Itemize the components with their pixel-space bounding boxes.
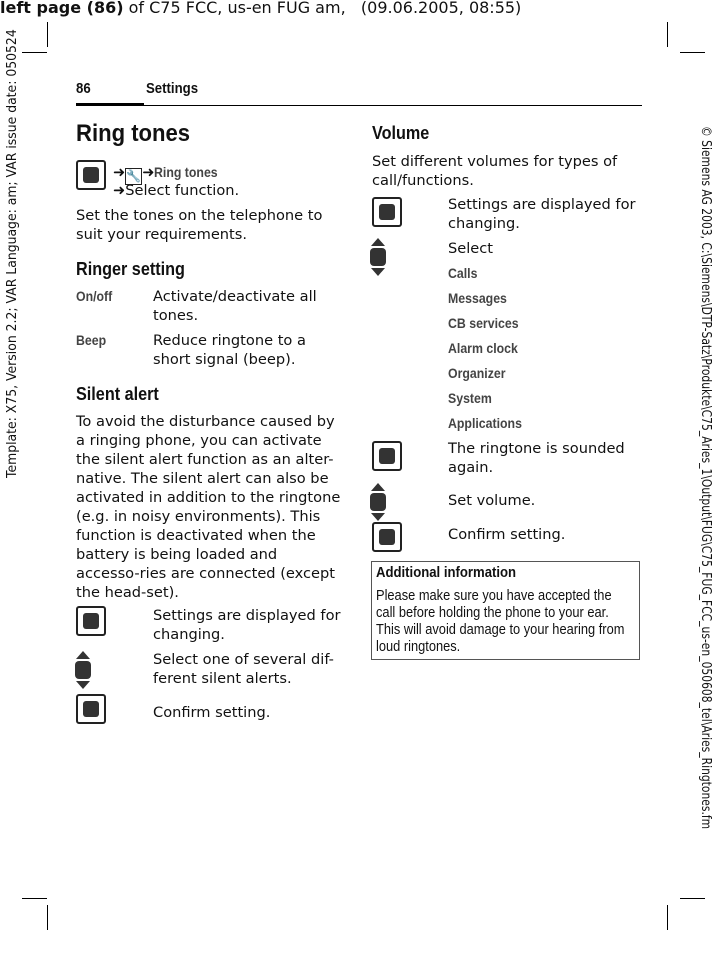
volume-step-3: Set volume. — [448, 492, 536, 509]
desc-beep: Reduce ringtone to a short signal (beep). — [153, 332, 306, 368]
volume-item: Messages — [448, 290, 507, 306]
crop-mark — [22, 52, 47, 53]
crop-mark — [47, 905, 48, 930]
section-title: Settings — [146, 80, 199, 97]
nav-key-icon — [75, 651, 91, 689]
print-header-page: left page (86) — [0, 0, 124, 17]
center-key-icon — [372, 522, 402, 552]
nav-key-icon — [370, 483, 386, 521]
volume-step-1: Settings are displayed for changing. — [448, 196, 636, 232]
arrow-icon: ➜ — [142, 164, 155, 181]
center-key-icon — [372, 441, 402, 471]
arrow-icon: ➜ — [113, 182, 126, 199]
term-on-off: On/off — [76, 288, 113, 304]
crop-mark — [667, 905, 668, 930]
silent-step-1: Settings are displayed for changing. — [153, 607, 341, 643]
volume-item: Applications — [448, 415, 522, 431]
menu-path-select — [113, 181, 239, 200]
volume-item: CB services — [448, 315, 519, 331]
menu-path-item: Ring tones — [154, 164, 219, 180]
silent-heading: Silent alert — [76, 384, 159, 404]
page-number: 86 — [76, 80, 91, 97]
crop-mark — [47, 22, 48, 47]
menu-path-select-text: Select function. — [125, 182, 240, 199]
file-path-info: © Siemens AG 2003, C:\Siemens\DTP-Satz\Produkte\C75_Aries_1\Output\FUG\C75_FUG_FCC_us-en_050608_tel\Aries_Ringtones.fm — [698, 126, 714, 830]
center-key-icon — [76, 160, 106, 190]
nav-key-icon — [370, 238, 386, 276]
desc-on-off: Activate/deactivate all tones. — [153, 288, 317, 324]
volume-intro: Set different volumes for types of call/functions. — [372, 153, 618, 189]
crop-mark — [22, 898, 47, 899]
volume-heading: Volume — [372, 123, 430, 143]
additional-info-box — [371, 561, 640, 660]
header-rule — [144, 105, 642, 106]
ringer-heading: Ringer setting — [76, 259, 185, 279]
print-header-doc: of C75 FCC, us-en FUG am, — [123, 0, 346, 17]
settings-tool-icon: 🔧 — [126, 169, 142, 183]
print-header-date: (09.06.2005, 08:55) — [360, 0, 522, 17]
intro-text: Set the tones on the telephone to suit your requirements. — [76, 207, 323, 243]
select-label: Select — [448, 240, 494, 257]
header-bar — [76, 103, 144, 106]
volume-item: Organizer — [448, 365, 506, 381]
crop-mark — [680, 898, 705, 899]
silent-step-3: Confirm setting. — [153, 704, 271, 721]
center-key-icon — [76, 606, 106, 636]
print-header — [0, 0, 521, 17]
volume-step-2: The ringtone is sounded again. — [448, 440, 625, 476]
template-info: Template: X75, Version 2.2; VAR Language: am; VAR issue date: 050524 — [4, 29, 20, 479]
volume-item: System — [448, 390, 492, 406]
term-beep: Beep — [76, 332, 107, 348]
silent-step-2: Select one of several dif-ferent silent alerts. — [153, 651, 334, 687]
additional-info-text: Please make sure you have accepted the call before holding the phone to your ear. This will avoid damage to your hearing from loud ringtones. — [376, 588, 625, 655]
volume-step-4: Confirm setting. — [448, 526, 566, 543]
crop-mark — [680, 52, 705, 53]
volume-item: Alarm clock — [448, 340, 518, 356]
volume-item: Calls — [448, 265, 478, 281]
arrow-icon: ➜ — [113, 164, 126, 181]
silent-text: To avoid the disturbance caused by a ringing phone, you can activate the silent alert function as an alter-native. The silent alert can also be activated in addition to the ringtone (e.g. in noisy environments). This function is deactivated when the battery is being loaded and accesso-ries are connected (except the head-set). — [76, 413, 341, 601]
additional-info-title: Additional information — [376, 565, 517, 581]
page-title: Ring tones — [76, 120, 191, 147]
crop-mark — [667, 22, 668, 47]
center-key-icon — [76, 694, 106, 724]
center-key-icon — [372, 197, 402, 227]
